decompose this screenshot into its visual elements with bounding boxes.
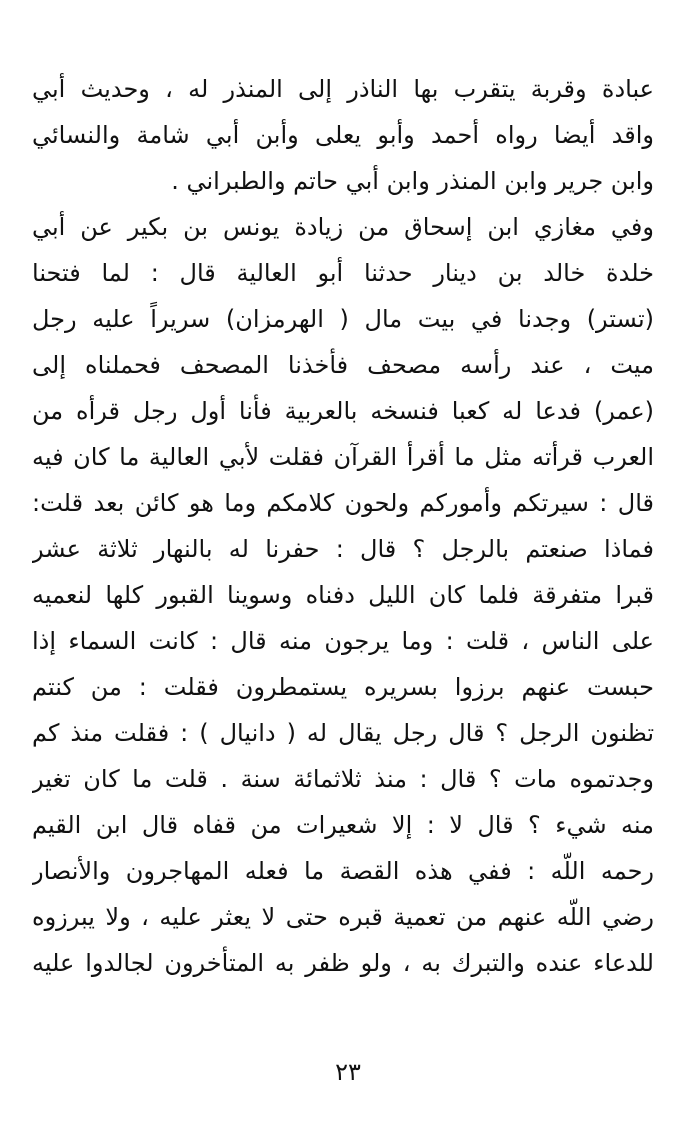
text-line: خلدة خالد بن دينار حدثنا أبو العالية قال : لما فتحنا [32, 259, 654, 287]
text-line: قبرا متفرقة فلما كان الليل دفناه وسوينا القبور كلها لنعميه [32, 581, 654, 609]
text-line: العرب قرأته مثل ما أقرأ القرآن فقلت لأبي العالية ما كان فيه [32, 443, 654, 471]
text-line: وجدتموه مات ؟ قال : منذ ثلاثمائة سنة . قلت ما كان تغير [32, 765, 654, 793]
text-line: قال : سيرتكم وأموركم ولحون كلامكم وما هو كائن بعد قلت: [32, 489, 654, 517]
body-text [32, 66, 654, 986]
text-line: فماذا صنعتم بالرجل ؟ قال : حفرنا له بالنهار ثلاثة عشر [32, 535, 654, 563]
text-line: (عمر) فدعا له كعبا فنسخه بالعربية فأنا أول رجل قرأه من [32, 397, 654, 425]
text-line: (تستر) وجدنا في بيت مال ( الهرمزان) سريراً عليه رجل [32, 305, 654, 333]
text-line: رضي اللّه عنهم من تعمية قبره حتى لا يعثر عليه ، ولا يبرزوه [32, 903, 654, 931]
text-line: منه شيء ؟ قال لا : إلا شعيرات من قفاه قال ابن القيم [32, 811, 654, 839]
text-line: للدعاء عنده والتبرك به ، ولو ظفر به المتأخرون لجالدوا عليه [32, 949, 654, 977]
text-line: تظنون الرجل ؟ قال رجل يقال له ( دانيال ) : فقلت منذ كم [32, 719, 654, 747]
text-line: رحمه اللّه : ففي هذه القصة ما فعله المهاجرون والأنصار [32, 857, 654, 885]
text-line: وفي مغازي ابن إسحاق من زيادة يونس بن بكير عن أبي [32, 213, 654, 241]
text-line: ميت ، عند رأسه مصحف فأخذنا المصحف فحملناه إلى [32, 351, 654, 379]
page-number: ٢٣ [335, 1058, 361, 1086]
text-line: وابن جرير وابن المنذر وابن أبي حاتم والطبراني . [171, 167, 654, 195]
text-line: على الناس ، قلت : وما يرجون منه قال : كانت السماء إذا [32, 627, 654, 655]
text-line: حبست عنهم برزوا بسريره يستمطرون فقلت : من كنتم [32, 673, 654, 701]
text-line: واقد أيضا رواه أحمد وأبو يعلى وأبن أبي شامة والنسائي [32, 121, 654, 149]
text-line: عبادة وقربة يتقرب بها الناذر إلى المنذر له ، وحديث أبي [32, 75, 654, 103]
